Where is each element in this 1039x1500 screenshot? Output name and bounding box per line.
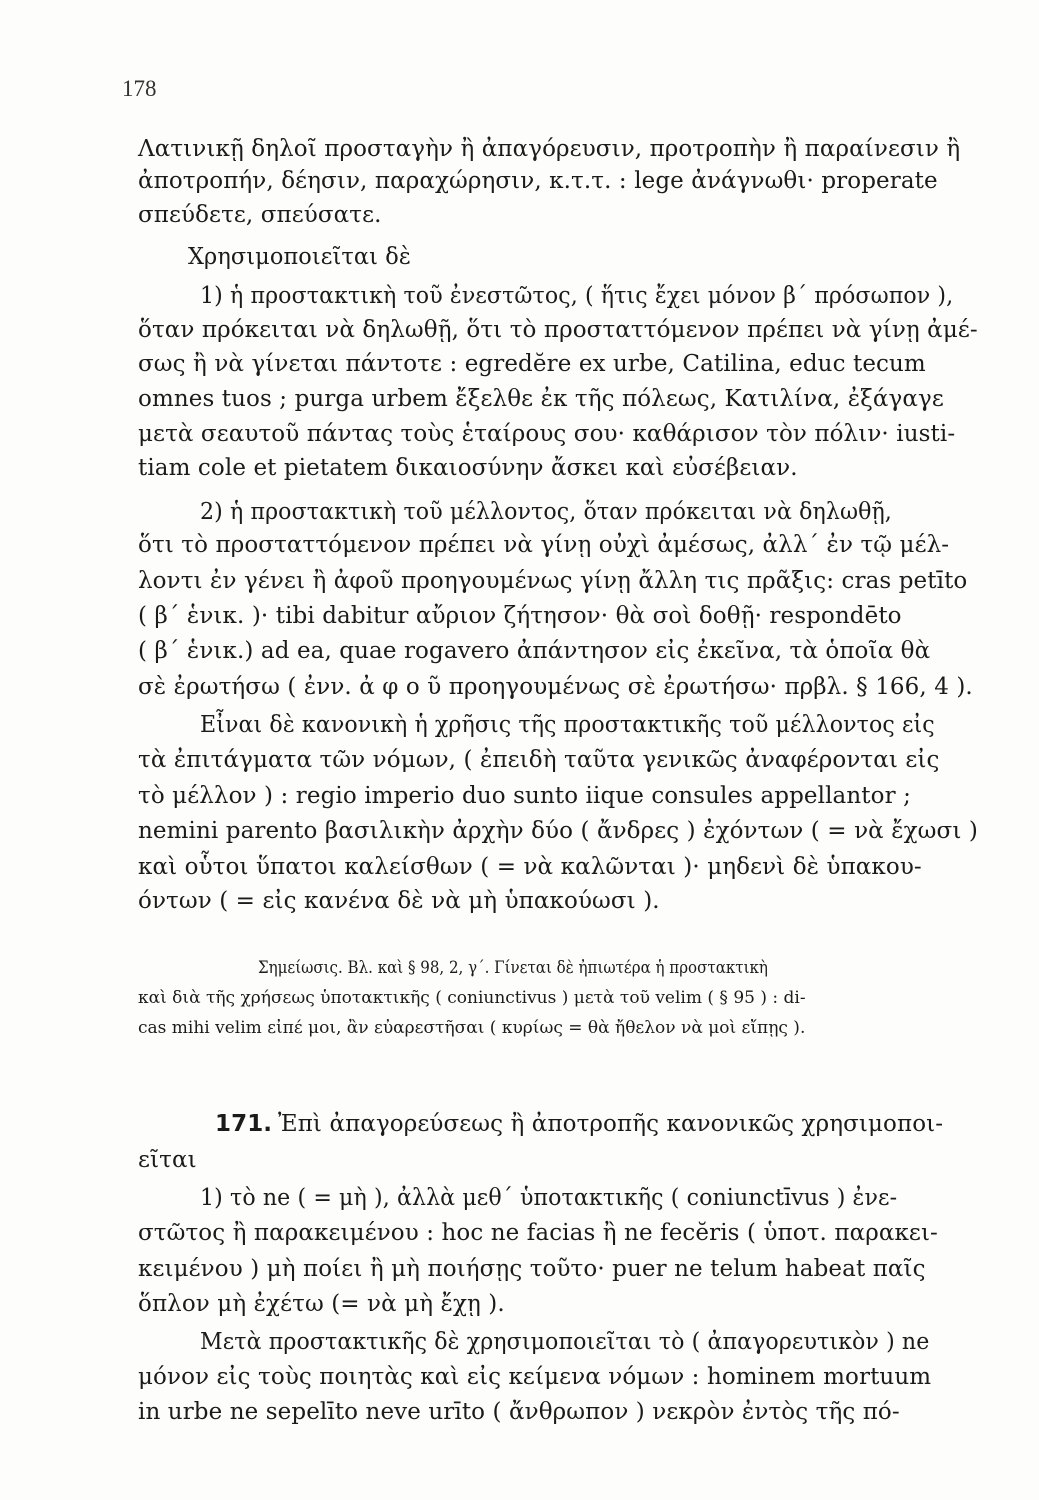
text-line: λοντι ἐν γένει ἢ ἀφοῦ προηγουμένως γίνῃ ἄλλη τις πρᾶξις: cras petīto xyxy=(138,568,968,594)
page-number: 178 xyxy=(122,76,157,101)
text-line: in urbe ne sepelīto neve urīto ( ἄνθρωπον ) νεκρὸν ἐντὸς τῆς πό- xyxy=(138,1399,900,1425)
text-line: στῶτος ἢ παρακειμένου : hoc ne facias ἢ ne fecĕris ( ὑποτ. παρακει- xyxy=(138,1220,938,1246)
text-line: σὲ ἐρωτήσω ( ἐνν. ἀ φ ο ῦ προηγουμένως σὲ ἐρωτήσω· πρβλ. § 166, 4 ). xyxy=(138,674,973,700)
text-line: τὰ ἐπιτάγματα τῶν νόμων, ( ἐπειδὴ ταῦτα γενικῶς ἀναφέρονται εἰς xyxy=(138,747,940,773)
text-line: τὸ μέλλον ) : regio imperio duo sunto iique consules appellantor ; xyxy=(138,783,911,809)
text-line: ὅπλον μὴ ἐχέτω (= νὰ μὴ ἔχῃ ). xyxy=(138,1291,505,1317)
text-line: σως ἢ νὰ γίνεται πάντοτε : egredĕre ex urbe, Catilina, educ tecum xyxy=(138,351,926,377)
text-line: κειμένου ) μὴ ποίει ἢ μὴ ποιήσῃς τοῦτο· puer ne telum habeat παῖς xyxy=(138,1256,926,1282)
text-line: ἀποτροπήν, δέησιν, παραχώρησιν, κ.τ.τ. : lege ἀνάγνωθι· properate xyxy=(138,168,938,194)
text-line: ὅταν πρόκειται νὰ δηλωθῇ, ὅτι τὸ προσταττόμενον πρέπει νὰ γίνῃ ἀμέ- xyxy=(138,317,978,343)
text-line: εῖται xyxy=(138,1147,197,1173)
text-line: όντων ( = εἰς κανένα δὲ νὰ μὴ ὑπακούωσι ). xyxy=(138,888,660,914)
note-line: Σημείωσις. Βλ. καὶ § 98, 2, γ΄. Γίνεται δὲ ἠπιωτέρα ἡ προστακτικὴ xyxy=(258,958,768,978)
text-line: ὅτι τὸ προσταττόμενον πρέπει νὰ γίνῃ οὐχὶ ἀμέσως, ἀλλ΄ ἐν τῷ μέλ- xyxy=(138,532,950,558)
text-line: Εἶναι δὲ κανονικὴ ἡ χρῆσις τῆς προστακτικῆς τοῦ μέλλοντος εἰς xyxy=(200,712,935,738)
text-line: ( β΄ ἑνικ.) ad ea, quae rogavero ἀπάντησον εἰς ἐκεῖνα, τὰ ὁποῖα θὰ xyxy=(138,638,931,664)
text-line: omnes tuos ; purga urbem ἔξελθε ἐκ τῆς πόλεως, Κατιλίνα, ἐξάγαγε xyxy=(138,386,944,412)
text-line: μετὰ σεαυτοῦ πάντας τοὺς ἑταίρους σου· καθάρισον τὸν πόλιν· iusti- xyxy=(138,421,956,447)
text-line: 2) ἡ προστακτικὴ τοῦ μέλλοντος, ὅταν πρόκειται νὰ δηλωθῇ, xyxy=(200,499,892,525)
note-line: cas mihi velim εἰπέ μοι, ἂν εὐαρεστῆσαι ( κυρίως = θὰ ἤθελον νὰ μοὶ εἴπῃς ). xyxy=(138,1018,806,1038)
text-line: nemini parento βασιλικὴν ἀρχὴν δύο ( ἄνδρες ) ἐχόντων ( = νὰ ἔχωσι ) xyxy=(138,818,978,844)
text-line: μόνον εἰς τοὺς ποιητὰς καὶ εἰς κείμενα νόμων : hominem mortuum xyxy=(138,1364,932,1390)
text-line: Μετὰ προστακτικῆς δὲ χρησιμοποιεῖται τὸ ( ἀπαγορευτικὸν ) ne xyxy=(200,1329,930,1355)
text-line: 1) ἡ προστακτικὴ τοῦ ἐνεστῶτος, ( ἥτις ἔχει μόνον β΄ πρόσωπον ), xyxy=(200,283,954,309)
text-line: καὶ οὗτοι ὕπατοι καλείσθων ( = νὰ καλῶνται )· μηδενὶ δὲ ὑπακου- xyxy=(138,854,922,880)
note-line: καὶ διὰ τῆς χρήσεως ὑποτακτικῆς ( coniunctivus ) μετὰ τοῦ velim ( § 95 ) : di- xyxy=(138,988,806,1008)
text-line: tiam cole et pietatem δικαιοσύνην ἄσκει καὶ εὐσέβειαν. xyxy=(138,455,798,481)
text-line: 1) τὸ ne ( = μὴ ), ἀλλὰ μεθ΄ ὑποτακτικῆς ( coniunctīvus ) ἐνε- xyxy=(200,1185,898,1211)
text-line: Ἐπὶ ἀπαγορεύσεως ἢ ἀποτροπῆς κανονικῶς χρησιμοποι- xyxy=(278,1111,944,1137)
text-line: Χρησιμοποιεῖται δὲ xyxy=(188,244,411,270)
text-line: ( β΄ ἑνικ. )· tibi dabitur αὔριον ζήτησον· θὰ σοὶ δοθῇ· respondēto xyxy=(138,603,902,629)
text-line: σπεύδετε, σπεύσατε. xyxy=(138,202,382,228)
text-line: Λατινικῇ δηλοῖ προσταγὴν ἢ ἀπαγόρευσιν, προτροπὴν ἢ παραίνεσιν ἢ xyxy=(138,136,961,162)
section-number: 171. xyxy=(215,1111,273,1137)
